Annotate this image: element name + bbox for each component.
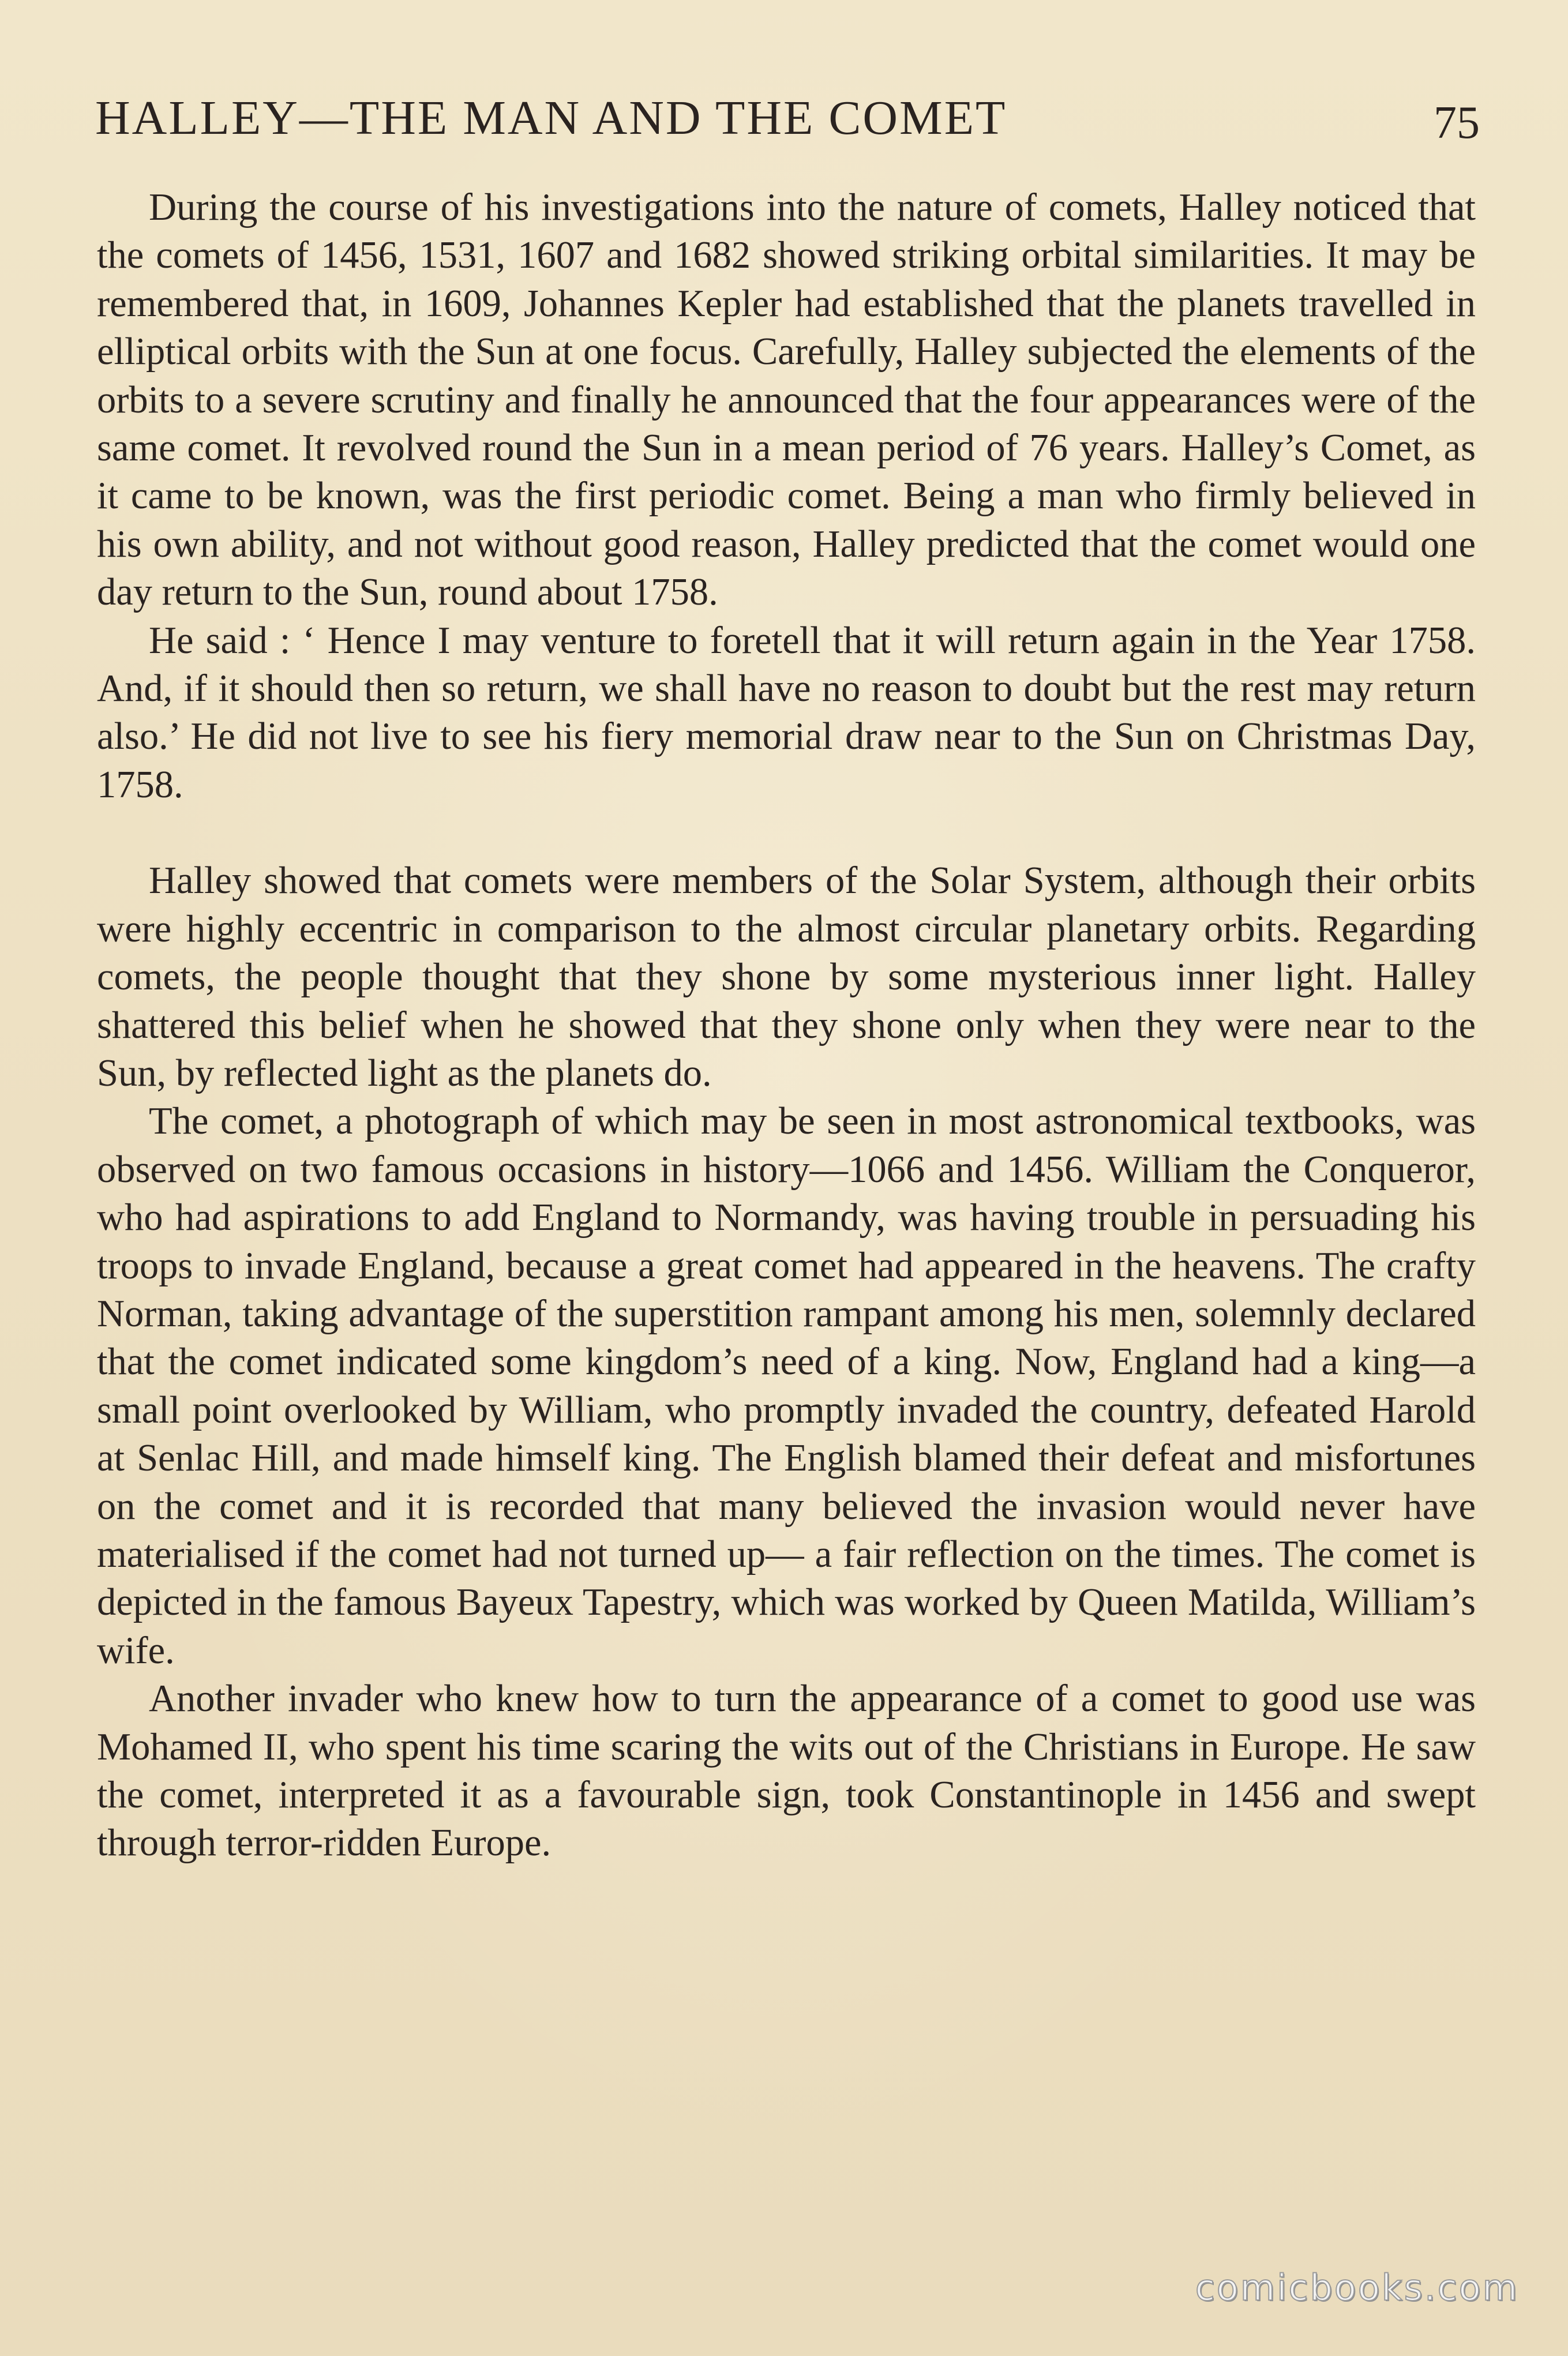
paragraph-mohamed-ii: Another invader who knew how to turn the appearance of a comet to good use was Mohamed II, who spent his time scaring the wits out of the Christians in Europe. He saw the comet, interpreted it as a favourable sign, took Constantinople in 1456 and swept through terror-ridden Europe. <box>97 1678 1476 1864</box>
paragraph-halley-quote: He said : ‘ Hence I may venture to foretell that it will return again in the Year 1758. And, if it should then so return, we shall have no reason to doubt but the rest may return also.’ He did not live to see his fiery memorial draw near to the Sun on Christmas Day, 1758. <box>97 619 1476 806</box>
page-header <box>95 87 1480 150</box>
paragraph-solar-system: Halley showed that comets were members of the Solar System, although their orbits were highly eccentric in comparison to the almost circular planetary orbits. Regarding comets, the people thought that they shone by some mysterious inner light. Halley shattered this belief when he showed that they shone only when they were near to the Sun, by reflected light as the planets do. <box>97 860 1476 1094</box>
watermark: comicbooks.com <box>1195 2267 1519 2309</box>
paragraph-periodic-comet: During the course of his investigations into the nature of comets, Halley noticed that the comets of 1456, 1531, 1607 and 1682 showed striking orbital similarities. It may be remembered that, in 1609, Johannes Kepler had established that the planets travelled in elliptical orbits with the Sun at one focus. Carefully, Halley subjected the elements of the orbits to a severe scrutiny and finally he announced that the four appearances were of the same comet. It revolved round the Sun in a mean period of 76 years. Halley’s Comet, as it came to be known, was the first periodic comet. Being a man who firmly believed in his own ability, and not without good reason, Halley predicted that the comet would one day return to the Sun, round about 1758. <box>97 186 1476 614</box>
body-text <box>97 183 1476 1867</box>
page-number: 75 <box>1434 97 1480 148</box>
running-head-title: HALLEY—THE MAN AND THE COMET <box>95 91 1007 145</box>
paragraph-william-conqueror: The comet, a photograph of which may be seen in most astronomical textbooks, was observed on two famous occasions in history—1066 and 1456. William the Conqueror, who had aspirations to add England to Normandy, was having trouble in persuading his troops to invade England, because a great comet had appeared in the heavens. The crafty Norman, taking advantage of the superstition rampant among his men, solemnly declared that the comet indicated some kingdom’s need of a king. Now, England had a king—a small point overlooked by William, who promptly invaded the country, defeated Harold at Senlac Hill, and made himself king. The English blamed their defeat and misfortunes on the comet and it is recorded that many believed the invasion would never have materialised if the comet had not turned up— a fair reflection on the times. The comet is depicted in the famous Bayeux Tapestry, which was worked by Queen Matilda, William’s wife. <box>97 1100 1476 1672</box>
